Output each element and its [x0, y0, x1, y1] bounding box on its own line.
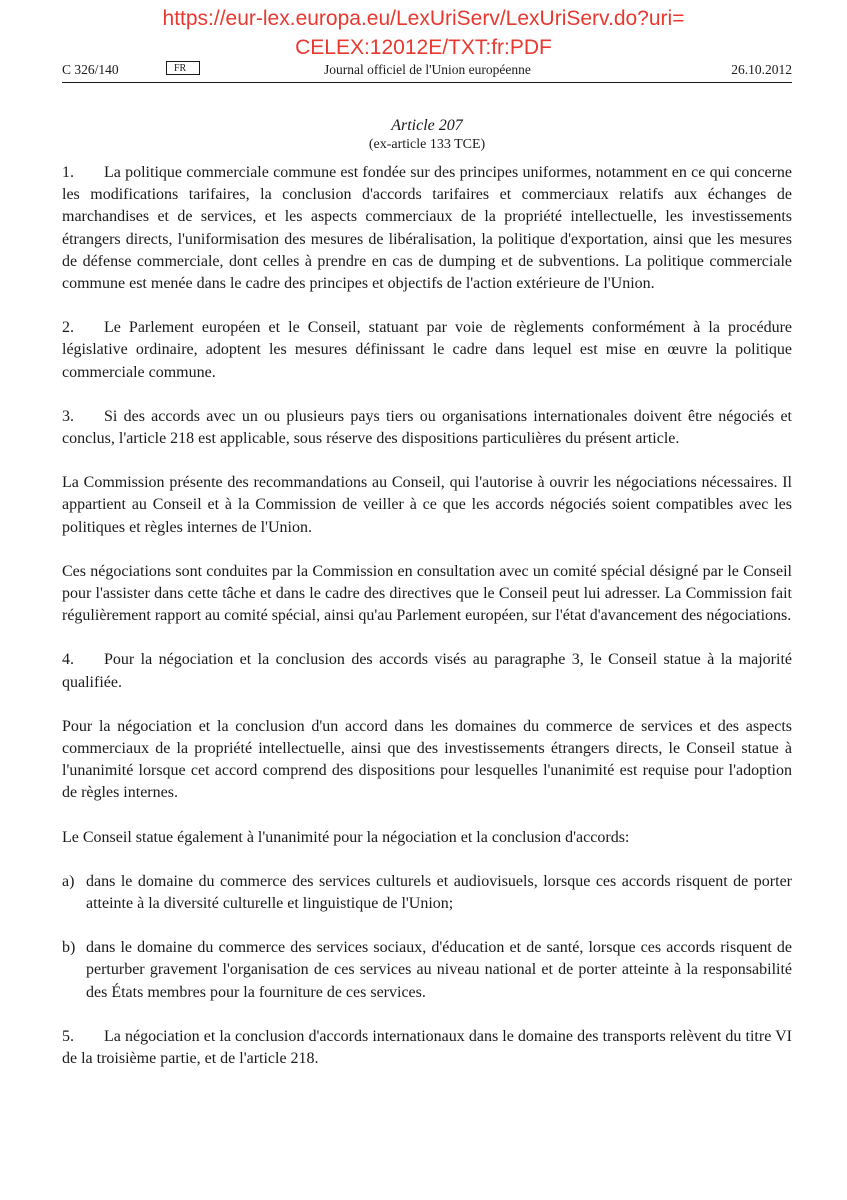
list-item-a — [62, 871, 792, 915]
article-heading — [62, 116, 792, 154]
paragraph-5 — [62, 1026, 792, 1070]
paragraph-2 — [62, 317, 792, 384]
paragraph-number: 1. — [62, 164, 74, 181]
paragraph-4-sub-1 — [62, 716, 792, 805]
journal-header — [62, 60, 792, 80]
language-box: FR — [166, 61, 200, 75]
article-title: Article 207 — [391, 117, 463, 134]
paragraph-text: Pour la négociation et la conclusion des accords visés au paragraphe 3, le Conseil statue à la majorité qualifiée. — [62, 651, 792, 691]
paragraph-number: 5. — [62, 1027, 74, 1045]
paragraph-text: La politique commerciale commune est fondée sur des principes uniformes, notamment en ce qui concerne les modifications tarifaires, la conclusion d'accords tarifaires et commerciaux relatifs aux échanges de marchandises et de services, et les aspects commerciaux de la propriété intellectuelle, les investissements étrangers directs, l'uniformisation des mesures de libéralisation, la politique d'exportation, ainsi que les mesures de défense commerciale, dont celles à prendre en cas de dumping et de subventions. La politique commerciale commune est menée dans le cadre des principes et objectifs de l'action extérieure de l'Union. — [62, 164, 792, 293]
list-item-b — [62, 937, 792, 1004]
paragraph-4-sub-2 — [62, 827, 792, 849]
paragraph-3 — [62, 406, 792, 450]
paragraph-number: 2. — [62, 319, 74, 337]
paragraph-1 — [62, 162, 792, 295]
paragraph-text: Le Conseil statue également à l'unanimité pour la négociation et la conclusion d'accords: — [62, 828, 630, 846]
paragraph-text: Ces négociations sont conduites par la Commission en consultation avec un comité spécial désigné par le Conseil pour l'assister dans cette tâche et dans le cadre des directives que le Conseil peut lui adresser. La Commission fait régulièrement rapport au comité spécial, ainsi qu'au Parlement européen, sur l'état d'avancement des négociations. — [62, 562, 792, 625]
paragraph-text: Pour la négociation et la conclusion d'un accord dans les domaines du commerce de services et des aspects commerciaux de la propriété intellectuelle, ainsi que des investissements étrangers directs, le Conseil statue à l'unanimité lorsque cet accord comprend des dispositions pour lesquelles l'unanimité est requise pour l'adoption de règles internes. — [62, 717, 792, 802]
paragraph-number: 4. — [62, 651, 74, 669]
article-subtitle: (ex-article 133 TCE) — [368, 137, 486, 152]
list-item-text: dans le domaine du commerce des services sociaux, d'éducation et de santé, lorsque ces accords risquent de perturber gravement l'organisation de ces services au niveau national et de porter atteinte à la responsabilité des États membres pour la fourniture de ces services. — [86, 939, 792, 1001]
journal-date: 26.10.2012 — [731, 62, 792, 77]
paragraph-3-sub-2 — [62, 561, 792, 628]
journal-page-code: C 326/140 — [62, 62, 119, 77]
paragraph-text: Si des accords avec un ou plusieurs pays tiers ou organisations internationales doivent être négociés et conclus, l'article 218 est applicable, sous réserve des dispositions particulières du présent article. — [62, 407, 792, 448]
list-item-label: b) — [62, 939, 76, 957]
paragraph-text: La négociation et la conclusion d'accords internationaux dans le domaine des transports relèvent du titre VI de la troisième partie, et de l'article 218. — [62, 1027, 792, 1068]
header-divider — [62, 82, 792, 83]
paragraph-text: La Commission présente des recommandations au Conseil, qui l'autorise à ouvrir les négociations nécessaires. Il appartient au Conseil et à la Commission de veiller à ce que les accords négociés soient compatibles avec les politiques et règles internes de l'Union. — [62, 474, 792, 536]
article-body — [62, 162, 792, 1092]
source-url-line-2: CELEX:12012E/TXT:fr:PDF — [295, 36, 552, 59]
source-url-line-1: https://eur-lex.europa.eu/LexUriServ/LexUriServ.do?uri= — [162, 7, 685, 30]
list-item-label: a) — [62, 872, 75, 890]
paragraph-text: Le Parlement européen et le Conseil, statuant par voie de règlements conformément à la procédure législative ordinaire, adoptent les mesures définissant le cadre dans lequel est mise en œuvre la politique commerciale commune. — [62, 319, 792, 381]
paragraph-4 — [62, 649, 792, 693]
list-item-text: dans le domaine du commerce des services culturels et audiovisuels, lorsque ces accords risquent de porter atteinte à la diversité culturelle et linguistique de l'Union; — [86, 872, 792, 913]
paragraph-number: 3. — [62, 407, 74, 425]
source-url-banner[interactable] — [0, 4, 847, 62]
paragraph-3-sub-1 — [62, 472, 792, 539]
journal-title: Journal officiel de l'Union européenne — [324, 62, 531, 77]
